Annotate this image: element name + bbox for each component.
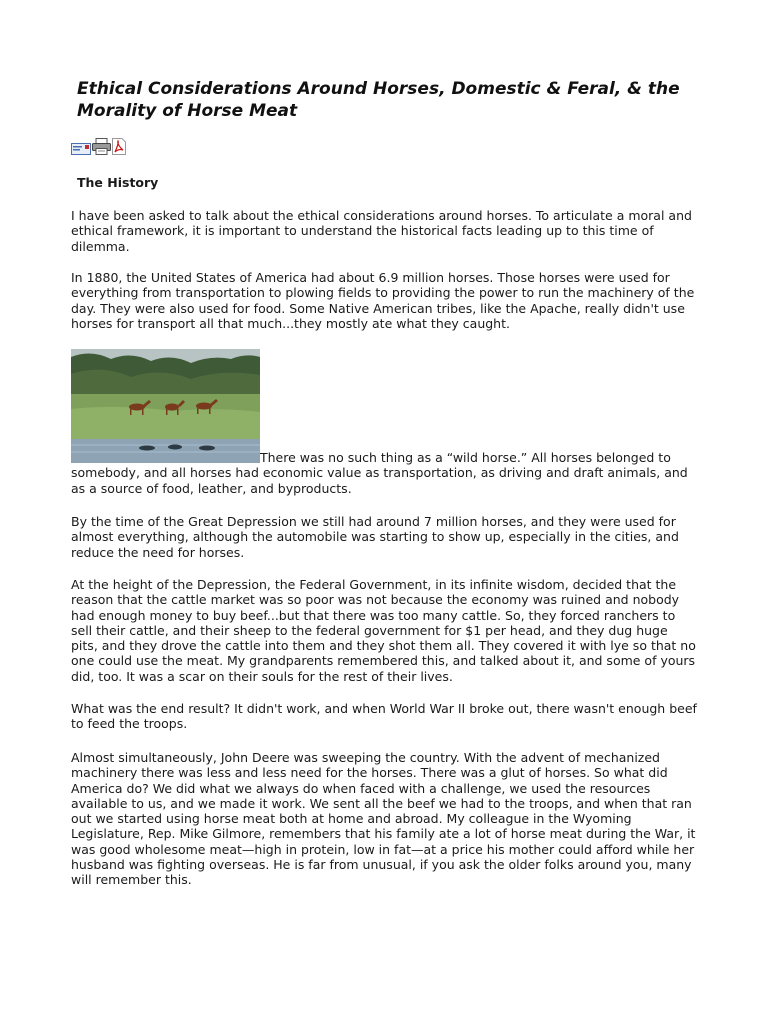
paragraph-4: By the time of the Great Depression we still had around 7 million horses, and they were used for almost everything, although the automobile was starting to show up, especially in the cities, and reduce the need for horses. bbox=[71, 514, 679, 560]
article-title: Ethical Considerations Around Horses, Domestic & Feral, & the Morality of Horse Meat bbox=[77, 79, 680, 121]
paragraph-7: Almost simultaneously, John Deere was sweeping the country. With the advent of mechanized machinery there was less and less need for the horses. There was a glut of horses. So what did America do? We did what we always do when faced with a challenge, we used the resources available to us, and we made it work. We sent all the beef we had to the troops, and when that ran out we started using horse meat both at home and abroad. My colleague in the Wyoming Legislature, Rep. Mike Gilmore, remembers that his family ate a lot of horse meat during the War, it was good wholesome meat—high in protein, low in fat—at a price his mother could afford while her husband was fighting overseas. He is far from unusual, if you ask the older folks around you, many will remember this. bbox=[71, 750, 696, 888]
paragraph-3: There was no such thing as a “wild horse.” All horses belonged to somebody, and all horses had economic value as transportation, as driving and draft animals, and as a source of food, leather, and byproducts. bbox=[71, 450, 688, 496]
section-heading: The History bbox=[77, 175, 159, 190]
horses-photo bbox=[71, 349, 260, 463]
print-icon[interactable] bbox=[92, 138, 111, 159]
pdf-icon[interactable] bbox=[112, 138, 126, 159]
paragraph-2: In 1880, the United States of America had about 6.9 million horses. Those horses were used for everything from transportation to plowing fields to providing the power to run the machinery of the day. They were also used for food. Some Native American tribes, like the Apache, really didn't use horses for transport all that much...they mostly ate what they caught. bbox=[71, 270, 695, 331]
share-toolbar bbox=[71, 139, 126, 159]
paragraph-6: What was the end result? It didn't work, and when World War II broke out, there wasn't enough beef to feed the troops. bbox=[71, 701, 697, 732]
email-icon[interactable] bbox=[71, 140, 91, 159]
paragraph-1: I have been asked to talk about the ethical considerations around horses. To articulate a moral and ethical framework, it is important to understand the historical facts leading up to this time of dilemma. bbox=[71, 208, 692, 254]
paragraph-5: At the height of the Depression, the Federal Government, in its infinite wisdom, decided that the reason that the cattle market was so poor was not because the economy was ruined and nobody had enough money to buy beef...but that there was too many cattle. So, they forced ranchers to sell their cattle, and their sheep to the federal government for $1 per head, and they dug huge pits, and they drove the cattle into them and they shot them all. They covered it with lye so that no one could use the meat. My grandparents remembered this, and talked about it, and some of yours did, too. It was a scar on their souls for the rest of their lives. bbox=[71, 577, 696, 684]
